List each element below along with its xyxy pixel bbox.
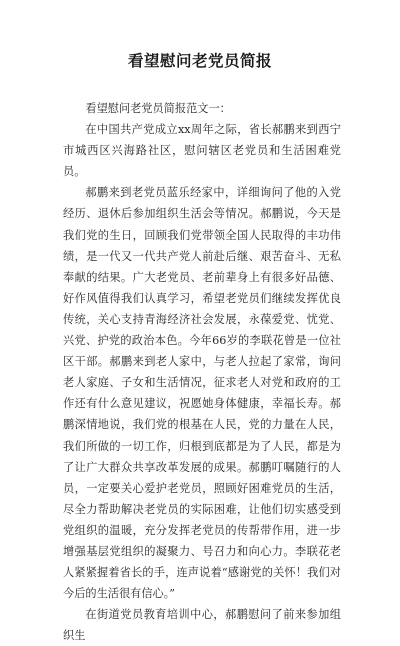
paragraph: 郝鹏来到老党员蓝乐经家中，详细询问了他的入党经历、退休后参加组织生活会等情况。郝鹏说，今天是我们党的生日，回顾我们党带领全国人民取得的丰功伟绩，是一代又一代共产党人前赴后继、艰苦奋斗、无私奉献的结果。广大老党员、老前辈身上有很多好品德、好作风值得我们认真学习，希望老党员们继续发挥优良传统，关心支持青海经济社会发展，永葆爱党、忧党、兴党、护党的政治本色。今年66岁的李联花曾是一位社区干部。郝鹏来到老人家中，与老人拉起了家常，询问老人家庭、子女和生活情况，征求老人对党和政府的工作还有什么意见建议，祝愿她身体健康，幸福长寿。郝鹏深情地说，我们党的根基在人民，党的力量在人民，我们所做的一切工作，归根到底都是为了人民，都是为了让广大群众共享改革发展的成果。郝鹏叮嘱随行的人员，一定要关心爱护老党员，照顾好困难党员的生活，尽全力帮助解决老党员的实际困难，让他们切实感受到党组织的温暖，充分发挥老党员的传帮带作用，进一步增强基层党组织的凝聚力、号召力和向心力。李联花老人紧紧握着省长的手，连声说着“感谢党的关怀！我们对今后的生活很有信心。” <box>63 186 341 601</box>
paragraph-intro: 看望慰问老党员简报范文一： <box>85 102 231 115</box>
paragraph: 在街道党员教育培训中心，郝鹏慰问了前来参加组织生 <box>63 608 341 643</box>
paragraph: 在中国共产党成立xx周年之际，省长郝鹏来到西宁市城西区兴海路社区，慰问辖区老党员和生活困难党员。 <box>63 123 341 179</box>
document-body <box>63 98 341 646</box>
document-title: 看望慰问老党员简报 <box>127 51 272 70</box>
